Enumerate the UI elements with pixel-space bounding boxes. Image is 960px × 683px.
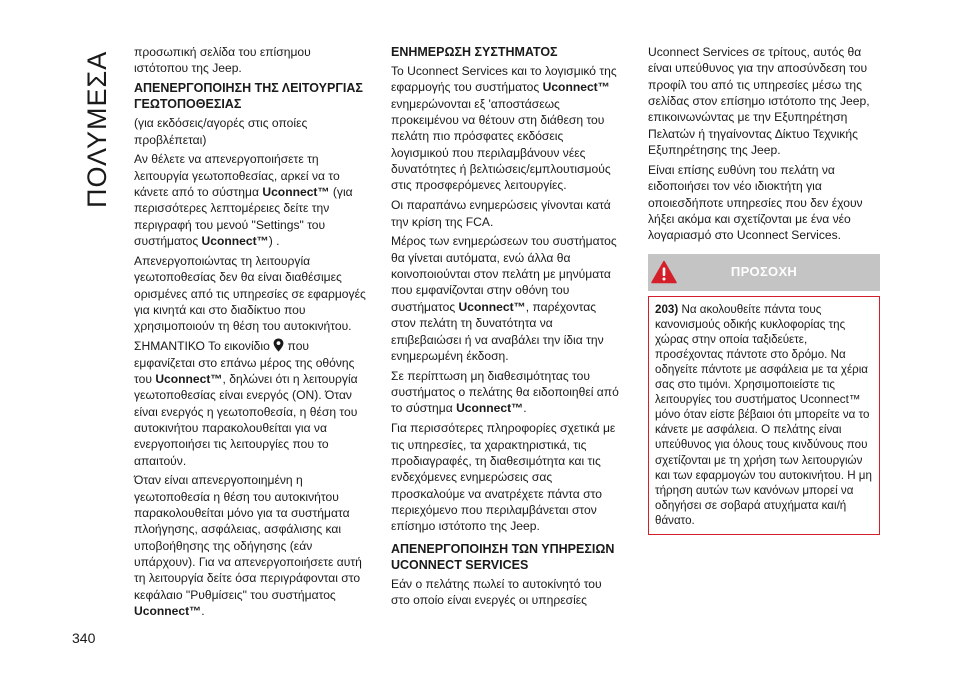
paragraph <box>391 233 623 364</box>
text: που εμφανίζεται στο επάνω μέρος της οθόνης του <box>134 339 355 386</box>
column-2 <box>391 44 623 612</box>
text: Μέρος των ενημερώσεων του συστήματος θα γίνεται αυτόματα, ενώ άλλα θα κοινοποιούνται στον πελάτη με μηνύματα που εμφανίζονται στην οθόνη του συστήματος <box>391 234 617 314</box>
warning-body <box>648 296 880 535</box>
text: Το Uconnect Services και το λογισμικό της εφαρμογής του συστήματος <box>391 64 617 95</box>
paragraph: Uconnect Services σε τρίτους, αυτός θα είναι υπεύθυνος για την αποσύνδεση του προφίλ του από τις υπηρεσίες μέσω της σελίδας στον επίσημο ιστότοπο της Jeep, επικοινωνώντας με την Εξυπηρέτηση Πελατών ή τηγαίνοντας Δίκτυο Τεχνικής Εξυπηρέτησης της Jeep. <box>648 45 870 158</box>
uconnect-brand: Uconnect™ <box>201 234 269 249</box>
warning-triangle-icon <box>651 260 677 284</box>
warning-box <box>648 254 880 535</box>
warning-title: ΠΡΟΣΟΧΗ <box>730 263 798 279</box>
uconnect-brand: Uconnect™ <box>542 80 610 95</box>
location-pin-icon <box>273 338 284 352</box>
text: ενημερώνονται εξ 'αποστάσεως προκειμένου να θέτουν στη διάθεση του πελάτη πιο πρόσφατες εκδόσεις λογισμικού που περιλαμβάνουν νέες δυνατότητες ή βελτιώσεις/εμπλουτισμούς στις προσφερόμενες λειτουργίες. <box>391 96 611 193</box>
heading-disable-services: ΑΠΕΝΕΡΓΟΠΟΙΗΣΗ ΤΩΝ ΥΠΗΡΕΣΙΩΝ UCONNECT SERVICES <box>391 541 615 572</box>
text: Όταν είναι απενεργοποιημένη η γεωτοποθεσία η θέση του αυτοκινήτου παρακολουθείται μόνο για τα συστήματα πλοήγησης, ασφάλειας, ασφάλισης και υποβοήθησης της οδήγησης (εάν υπάρχουν). Για να απενεργοποιήσετε αυτή τη λειτουργία δείτε όσα περιγράφονται στο κεφάλαιο "Ρυθμίσεις" του συστήματος <box>134 473 362 602</box>
paragraph: Απενεργοποιώντας τη λειτουργία γεωτοποθεσίας δεν θα είναι διαθέσιμες ορισμένες από τις υπηρεσίες σε εφαρμογές για κινητά και στο διαδίκτυο που χρησιμοποιούν τη θέση του αυτοκινήτου. <box>134 253 366 334</box>
paragraph <box>391 63 623 194</box>
paragraph <box>134 338 366 469</box>
uconnect-brand: Uconnect™ <box>155 371 223 386</box>
warning-text: Να ακολουθείτε πάντα τους κανονισμούς οδικής κυκλοφορίας της χώρας στην οποία ταξιδεύετε, προσέχοντας πάντοτε στο δρόμο. Να οδηγείτε πάντοτε με ασφάλεια με τα χέρια σας στο τιμόνι. Χρησιμοποιείστε τις λειτουργίες του συστήματος Uconnect™ μόνο όταν είστε βέβαιοι ότι μπορείτε να το κάνετε με ασφάλεια. Ο πελάτης είναι υπεύθυνος για όλους τους κινδύνους που σχετίζονται με τη χρήση των λειτουργιών και των εφαρμογών του αυτοκινήτου. Η μη τήρηση αυτών των κανόνων μπορεί να οδηγήσει σε σοβαρά ατυχήματα και/ή θάνατο. <box>655 302 872 527</box>
paragraph: Για περισσότερες πληροφορίες σχετικά με τις υπηρεσίες, τα χαρακτηριστικά, τις προδιαγραφές, τη διαθεσιμότητα και τις ενδεχόμενες ενημερώσεις σας προσκαλούμε να ανατρέχετε πάντα στο περιεχόμενο που περιλαμβάνεται στον επίσημο ιστότοπο της Jeep. <box>391 421 616 534</box>
text: , δηλώνει ότι η λειτουργία γεωτοποθεσίας είναι ενεργός (ΟΝ). Όταν είναι ενεργός η γεωτοποθεσία, η θέση του αυτοκινήτου παρακολουθείται για να ενεργοποιήσει τις λειτουργίες που το απαιτούν. <box>134 371 358 468</box>
section-side-title: ΠΟΛΥΜΕΣΑ <box>82 50 112 208</box>
warning-number: 203) <box>655 302 679 316</box>
page-number: 340 <box>72 630 96 646</box>
column-3 <box>648 44 880 535</box>
text: Σε περίπτωση μη διαθεσιμότητας του συστήματος ο πελάτης θα ειδοποιηθεί από το σύστημα <box>391 368 619 416</box>
text: (για περισσότερες λεπτομέρειες δείτε την περιγραφή του μενού "Settings" του συστήματος <box>134 185 353 249</box>
text: ) . <box>268 234 280 249</box>
uconnect-brand: Uconnect™ <box>134 604 202 619</box>
column-1 <box>134 44 366 623</box>
text: ΣΗΜΑΝΤΙΚΟ Το εικονίδιο <box>134 339 274 354</box>
uconnect-brand: Uconnect™ <box>262 185 330 200</box>
text: . <box>201 604 205 619</box>
uconnect-brand: Uconnect™ <box>458 299 526 314</box>
text: . <box>523 401 527 416</box>
heading-disable-geolocation: ΑΠΕΝΕΡΓΟΠΟΙΗΣΗ ΤΗΣ ΛΕΙΤΟΥΡΓΙΑΣ ΓΕΩΤΟΠΟΘΕΣΙΑΣ <box>134 81 363 112</box>
paragraph <box>391 368 623 417</box>
paragraph: προσωπική σελίδα του επίσημου ιστότοπου της Jeep. <box>134 45 311 76</box>
paragraph: Είναι επίσης ευθύνη του πελάτη να ειδοποιήσει τον νέο ιδιοκτήτη για οποιεσδήποτε υπηρεσίες που δεν έχουν λήξει ακόμα και σχετίζονται με ένα νέο λογαριασμό στο Uconnect Services. <box>648 162 863 243</box>
text: Αν θέλετε να απενεργοποιήσετε τη λειτουργία γεωτοποθεσίας, αρκεί να το κάνετε από το σύστημα <box>134 152 340 200</box>
paragraph: Εάν ο πελάτης πωλεί το αυτοκίνητό του στο οποίο είναι ενεργές οι υπηρεσίες <box>391 576 602 607</box>
heading-system-update: ΕΝΗΜΕΡΩΣΗ ΣΥΣΤΗΜΑΤΟΣ <box>391 45 558 59</box>
warning-header <box>648 254 880 291</box>
uconnect-brand: Uconnect™ <box>456 401 524 416</box>
text: , παρέχοντας στον πελάτη τη δυνατότητα να επιβεβαιώσει ή να αναβάλει την ίδια την ενημερωμένη έκδοση. <box>391 299 604 363</box>
paragraph <box>134 472 366 619</box>
paragraph <box>134 151 366 249</box>
paragraph: (για εκδόσεις/αγορές στις οποίες προβλέπεται) <box>134 116 308 147</box>
paragraph: Οι παραπάνω ενημερώσεις γίνονται κατά την κρίση της FCA. <box>391 198 611 229</box>
